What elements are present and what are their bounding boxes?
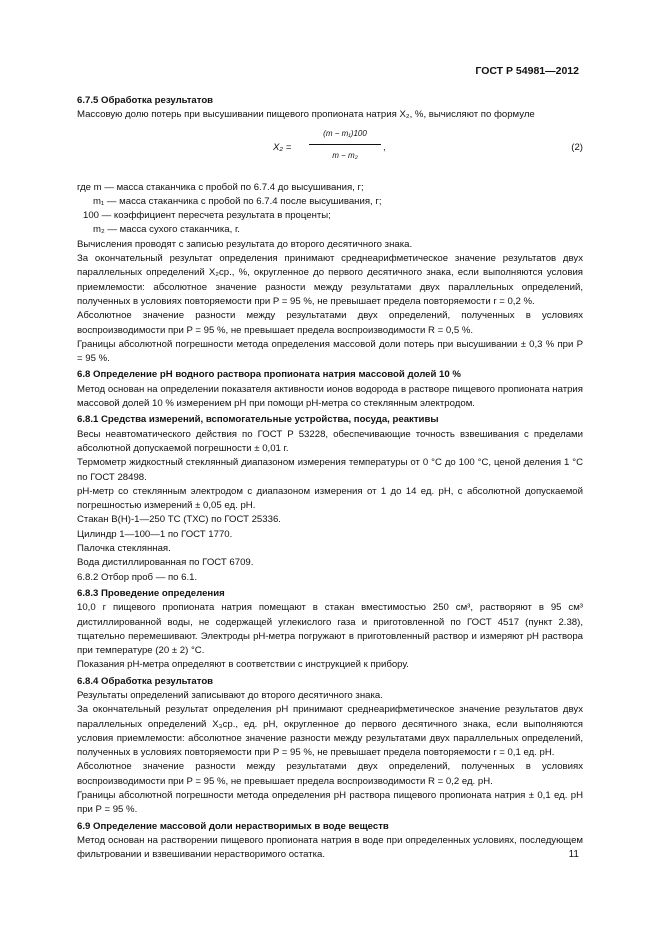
formula-lhs: X₂ = (273, 141, 292, 153)
section-6-8-3-title: 6.8.3 Проведение определения (77, 587, 225, 599)
equipment-item: Вода дистиллированная по ГОСТ 6709. (77, 557, 254, 569)
paragraph: Вычисления проводят с записью результата до второго десятичного знака. (77, 238, 413, 250)
equipment-item: Стакан В(Н)-1—250 ТС (ТХС) по ГОСТ 25336. (77, 514, 281, 526)
equipment-item: Палочка стеклянная. (77, 543, 171, 555)
section-6-8-title: 6.8 Определение рН водного раствора пропионата натрия массовой долей 10 % (77, 369, 461, 381)
formula-legend (77, 181, 583, 238)
section-6-7-5-title: 6.7.5 Обработка результатов (77, 95, 214, 106)
section-6-8-1-title: 6.8.1 Средства измерений, вспомогательные устройства, посуда, реактивы (77, 414, 439, 426)
equipment-item: рН-метр со стеклянным электродом с диапазоном измерения от 1 до 14 ед. рН, с абсолютной допускаемой погрешностью измерений ± 0,05 ед. рН. (77, 485, 583, 512)
equipment-item: 6.8.2 Отбор проб — по 6.1. (77, 571, 198, 583)
formula-fraction (309, 127, 381, 164)
formula-numerator: (m − m₁)100 (309, 127, 381, 145)
section-6-9-title: 6.9 Определение массовой доли нерастворимых в воде веществ (77, 820, 389, 832)
section-6-8-4-title: 6.8.4 Обработка результатов (77, 675, 214, 687)
paragraph: Абсолютное значение разности между результатами двух определений, полученных в условиях воспроизводимости при P = 95 %, не превышает предела воспроизводимости R = 0,2 ед. рН. (77, 761, 583, 787)
formula-trail: , (383, 141, 386, 153)
formula-2 (77, 127, 583, 175)
paragraph: За окончательный результат определения рН принимают среднеарифметическое значение результатов двух параллельных определений X₃ср., ед. рН, округленное до первого десятичного знака, если выполняются условия приемлемости: абсолютное значение разности между результатами двух параллельных определений, полученных в условиях повторяемости при P = 95 %, не превышает предела повторяемости r = 0,1 ед. рН. (77, 704, 583, 759)
section-6-7-5-intro: Массовую долю потерь при высушивании пищевого пропионата натрия X₂, %, вычисляют по формуле (77, 109, 535, 121)
paragraph: Метод основан на определении показателя активности ионов водорода в растворе пищевого пропионата натрия массовой долей 10 % измерением рН при помощи рН-метра со стеклянным электродом. (77, 383, 583, 410)
equipment-item: Весы неавтоматического действия по ГОСТ Р 53228, обеспечивающие точность взвешивания с пределами абсолютной допускаемой погрешности ± 0,01 г. (77, 428, 583, 454)
legend-line: m₂ — масса сухого стаканчика, г. (93, 224, 240, 236)
paragraph: Результаты определений записывают до второго десятичного знака. (77, 689, 383, 701)
legend-line: где m — масса стаканчика с пробой по 6.7.4 до высушивания, г; (77, 181, 364, 193)
paragraph: Границы абсолютной погрешности метода определения рН раствора пищевого пропионата натрия ± 0,1 ед. рН при P = 95 %. (77, 790, 583, 816)
paragraph: Абсолютное значение разности между результатами двух определений, полученных в условиях воспроизводимости при P = 95 %, не превышает предела воспроизводимости R = 0,5 %. (77, 310, 583, 336)
paragraph: За окончательный результат определения принимают среднеарифметическое значение результатов двух параллельных определений X₂ср., %, округленное до первого десятичного знака, если выполняются условия приемлемости: абсолютное значение разности между результатами двух параллельных определений, полученных в условиях повторяемости при P = 95 %, не превышает предела повторяемости r = 0,2 %. (77, 253, 583, 307)
equipment-item: Цилиндр 1—100—1 по ГОСТ 1770. (77, 528, 233, 540)
document-standard-id: ГОСТ Р 54981—2012 (475, 65, 579, 77)
legend-line: m₁ — масса стаканчика с пробой по 6.7.4 после высушивания, г; (93, 195, 382, 207)
page-number: 11 (568, 849, 579, 860)
equipment-item: Термометр жидкостный стеклянный диапазоном измерения температуры от 0 °С до 100 °С, ценой деления 1 °С по ГОСТ 28498. (77, 457, 583, 483)
paragraph: 10,0 г пищевого пропионата натрия помещают в стакан вместимостью 250 см³, растворяют в 95 см³ дистиллированной воды, не содержащей углекислого газа и приготовленной по ГОСТ 4517 (пункт 2.38), тщательно перемешивают. Электроды рН-метра погружают в приготовленный раствор и измеряют рН раствора при температуре (20 ± 2) °С. (77, 602, 583, 657)
paragraph: Границы абсолютной погрешности метода определения массовой доли потерь при высушивании ± 0,3 % при P = 95 %. (77, 338, 583, 365)
document-body (77, 92, 583, 863)
formula-number: (2) (571, 141, 583, 153)
formula-denominator: m − m₂ (332, 150, 358, 160)
legend-line: 100 — коэффициент пересчета результата в проценты; (83, 210, 331, 222)
paragraph: Показания рН-метра определяют в соответствии с инструкцией к прибору. (77, 659, 409, 671)
paragraph: Метод основан на растворении пищевого пропионата натрия в воде при определенных условиях, последующем фильтровании и взвешивании нерастворимого остатка. (77, 834, 583, 861)
